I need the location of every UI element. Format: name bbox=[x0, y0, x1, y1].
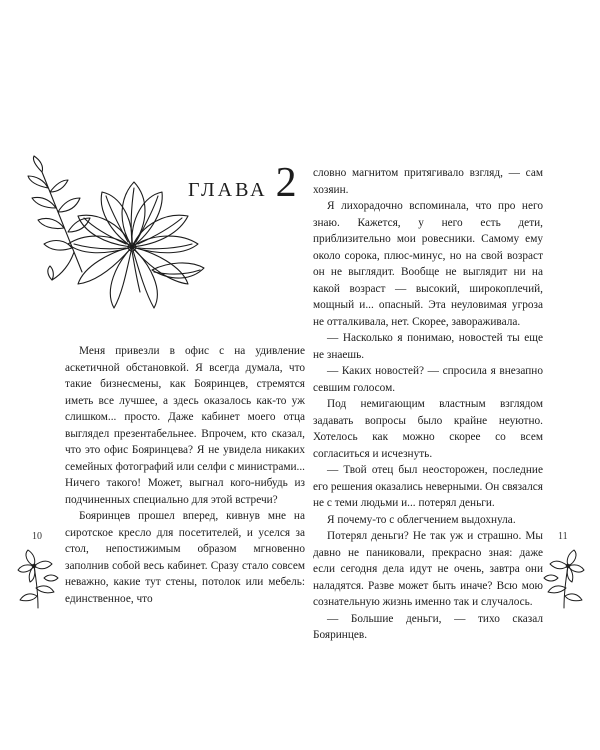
left-page-text bbox=[65, 343, 305, 607]
paragraph: Под немигающим властным взглядом задавать вопросы было крайне неуютно. Хотелось как можно скорее со всем согласиться и исчезнуть. bbox=[313, 398, 543, 460]
flower-sprig-icon bbox=[540, 548, 588, 610]
right-page-text bbox=[313, 165, 543, 644]
paragraph: — Твой отец был неосторожен, последние его решения оказались неверными. Он связался не с теми людьми и... потерял деньги. bbox=[313, 464, 543, 509]
paragraph: Меня привезли в офис с на удивление аскетичной обстановкой. Я всегда думала, что такие бизнесмены, как Бояринцев, стремятся иметь все лучшее, а здесь оказалось как-то уж слишком... просто. Даже кабинет моего отца выглядел презентабельнее. Впрочем, кто сказал, что это офис Бояринцева? Я не увидела никаких семейных фотографий или селфи с министрами... Ничего такого! Может, выгнал кого-нибудь из подчиненных специально для этой встречи? bbox=[65, 345, 305, 506]
chapter-number: 2 bbox=[275, 160, 299, 206]
paragraph: Я почему-то с облегчением выдохнула. bbox=[327, 513, 516, 526]
flower-illustration bbox=[22, 152, 212, 322]
paragraph: — Большие деньги, — тихо сказал Бояринцев. bbox=[313, 612, 543, 641]
flower-sprig-icon bbox=[14, 548, 62, 610]
paragraph: — Насколько я понимаю, новостей ты еще не знаешь. bbox=[313, 332, 543, 361]
paragraph: Я лихорадочно вспоминала, что про него знаю. Кажется, у него есть дети, приблизительно мои ровесники. Самому ему около сорока, плюс-минус, но на свой возраст он не выглядит. Вообще не выглядит ни на какой возраст — высокий, широкоплечий, мощный и... опасный. Эта неуловимая угроза не отталкивала, нет. Скорее, завораживала. bbox=[313, 200, 543, 328]
paragraph: Бояринцев прошел вперед, кивнув мне на сиротское кресло для посетителей, и уселся за стол, непостижимым образом мгновенно заполнив собой весь кабинет. Сразу стало совсем неважно, какие тут стены, потолок или мебель: единственное, что bbox=[65, 510, 305, 605]
paragraph: — Каких новостей? — спросила я внезапно севшим голосом. bbox=[313, 365, 543, 394]
page-number-right: 11 bbox=[558, 531, 568, 542]
chapter-heading bbox=[188, 162, 299, 204]
paragraph: Потерял деньги? Не так уж и страшно. Мы давно не паниковали, прекрасно зная: даже если сегодня дела идут не очень, завтра они наладятся. Разве может быть иначе? Всю мою сознательную жизнь именно так и случалось. bbox=[313, 530, 543, 608]
page-number-left: 10 bbox=[32, 531, 42, 542]
chapter-word: ГЛАВА bbox=[188, 179, 268, 201]
paragraph-continuation: словно магнитом притягивало взгляд, — сам хозяин. bbox=[313, 167, 543, 196]
